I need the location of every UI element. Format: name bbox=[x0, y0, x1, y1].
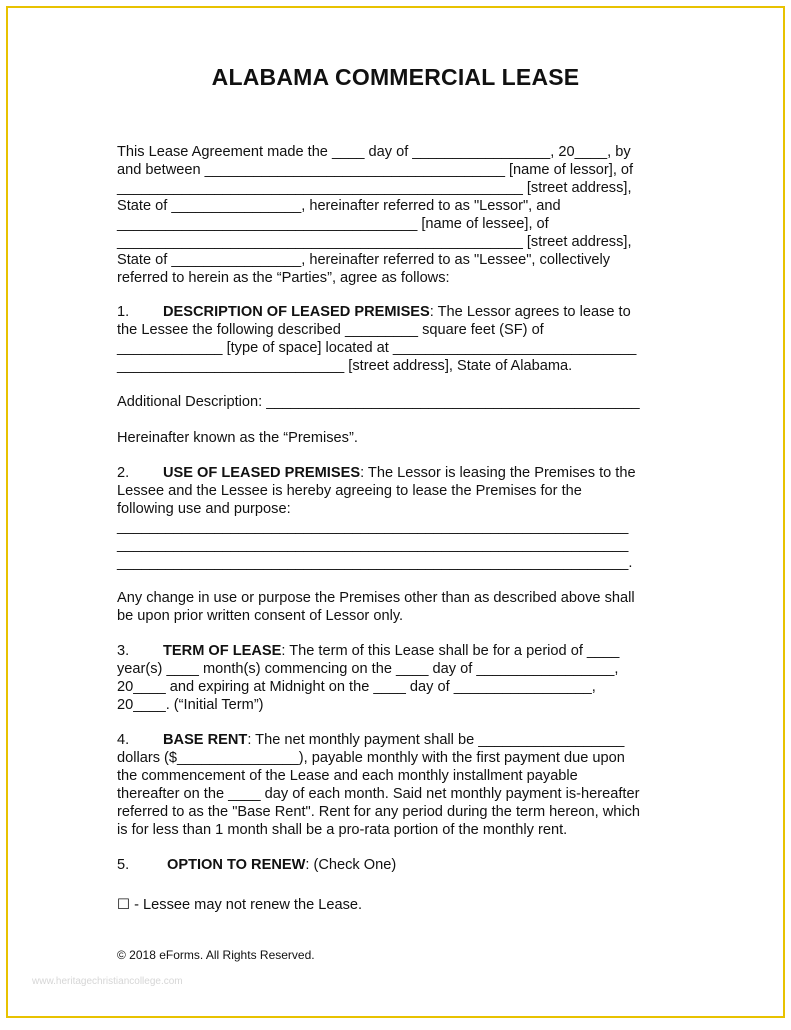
section-option-to-renew bbox=[117, 856, 687, 874]
section-heading-line bbox=[117, 642, 687, 660]
additional-description-line: Additional Description: ______________________________________________ bbox=[117, 394, 640, 410]
section-number: 1. bbox=[117, 304, 130, 320]
section-heading-line bbox=[117, 303, 687, 321]
intro-line: State of ________________, hereinafter referred to as "Lessee", collectively bbox=[117, 252, 611, 268]
section-number: 2. bbox=[117, 465, 130, 481]
section-use-of-premises bbox=[117, 464, 687, 572]
intro-paragraph bbox=[117, 143, 687, 287]
renew-option-no[interactable] bbox=[117, 896, 687, 914]
section-number: 4. bbox=[117, 732, 130, 748]
intro-line: _____________________________________ [name of lessee], of bbox=[117, 216, 549, 232]
section-heading: USE OF LEASED PREMISES bbox=[163, 465, 361, 481]
section-heading-line bbox=[117, 464, 687, 482]
section-heading: DESCRIPTION OF LEASED PREMISES bbox=[163, 304, 430, 320]
renew-option-checkbox-label[interactable]: ☐ - Lessee may not renew the Lease. bbox=[117, 897, 363, 913]
section-line: referred to as the "Base Rent". Rent for any period during the term hereon, which bbox=[117, 804, 641, 820]
hereinafter-premises bbox=[117, 429, 687, 447]
section-text: : The Lessor agrees to lease to bbox=[429, 304, 631, 320]
intro-line: __________________________________________________ [street address], bbox=[117, 234, 632, 250]
section-number: 5. bbox=[117, 857, 130, 873]
intro-line: and between _____________________________________ [name of lessor], of bbox=[117, 162, 634, 178]
section-number: 3. bbox=[117, 643, 130, 659]
section-line: following use and purpose: bbox=[117, 501, 291, 517]
section-term-of-lease bbox=[117, 642, 687, 714]
intro-line: referred to herein as the “Parties”, agree as follows: bbox=[117, 270, 450, 286]
document-page bbox=[6, 6, 785, 1018]
paragraph-line: be upon prior written consent of Lessor only. bbox=[117, 608, 404, 624]
section-text: : The net monthly payment shall be __________________ bbox=[247, 732, 625, 748]
section-heading: OPTION TO RENEW bbox=[167, 857, 306, 873]
intro-line: State of ________________, hereinafter referred to as "Lessor", and bbox=[117, 198, 561, 214]
section-text: : (Check One) bbox=[305, 857, 397, 873]
hereinafter-line: Hereinafter known as the “Premises”. bbox=[117, 430, 358, 446]
section-line: the commencement of the Lease and each monthly installment payable bbox=[117, 768, 578, 784]
section-heading: TERM OF LEASE bbox=[163, 643, 282, 659]
section-line: thereafter on the ____ day of each month. Said net monthly payment is-hereafter bbox=[117, 786, 640, 802]
purpose-blank-line: _______________________________________________________________ bbox=[117, 519, 629, 535]
intro-line: __________________________________________________ [street address], bbox=[117, 180, 632, 196]
section-line: dollars ($_______________), payable monthly with the first payment due upon bbox=[117, 750, 625, 766]
copyright-footer: © 2018 eForms. All Rights Reserved. bbox=[117, 948, 315, 962]
section-text: : The term of this Lease shall be for a period of ____ bbox=[281, 643, 620, 659]
purpose-blank-line: _______________________________________________________________. bbox=[117, 555, 633, 571]
section-base-rent bbox=[117, 731, 687, 839]
document-title: ALABAMA COMMERCIAL LEASE bbox=[211, 64, 580, 90]
section-heading-line bbox=[117, 856, 687, 874]
additional-description bbox=[117, 393, 687, 411]
section-line: ____________________________ [street address], State of Alabama. bbox=[117, 358, 573, 374]
section-line: 20____ and expiring at Midnight on the ____ day of _________________, bbox=[117, 679, 596, 695]
section-text: : The Lessor is leasing the Premises to the bbox=[360, 465, 636, 481]
section-line: the Lessee the following described _________ square feet (SF) of bbox=[117, 322, 544, 338]
watermark-text: www.heritagechristiancollege.com bbox=[32, 976, 183, 987]
purpose-blank-line: _______________________________________________________________ bbox=[117, 537, 629, 553]
section-line: is for less than 1 month shall be a pro-rata portion of the monthly rent. bbox=[117, 822, 568, 838]
intro-line: This Lease Agreement made the ____ day of _________________, 20____, by bbox=[117, 144, 631, 160]
section-heading-line bbox=[117, 731, 687, 749]
section-line: Lessee and the Lessee is hereby agreeing to lease the Premises for the bbox=[117, 483, 582, 499]
section-line: year(s) ____ month(s) commencing on the ____ day of _________________, bbox=[117, 661, 619, 677]
section-heading: BASE RENT bbox=[163, 732, 248, 748]
section-description-of-premises bbox=[117, 303, 687, 375]
section-line: _____________ [type of space] located at ______________________________ bbox=[117, 340, 637, 356]
change-of-use-paragraph bbox=[117, 589, 687, 625]
paragraph-line: Any change in use or purpose the Premises other than as described above shall bbox=[117, 590, 635, 606]
section-line: 20____. (“Initial Term”) bbox=[117, 697, 264, 713]
